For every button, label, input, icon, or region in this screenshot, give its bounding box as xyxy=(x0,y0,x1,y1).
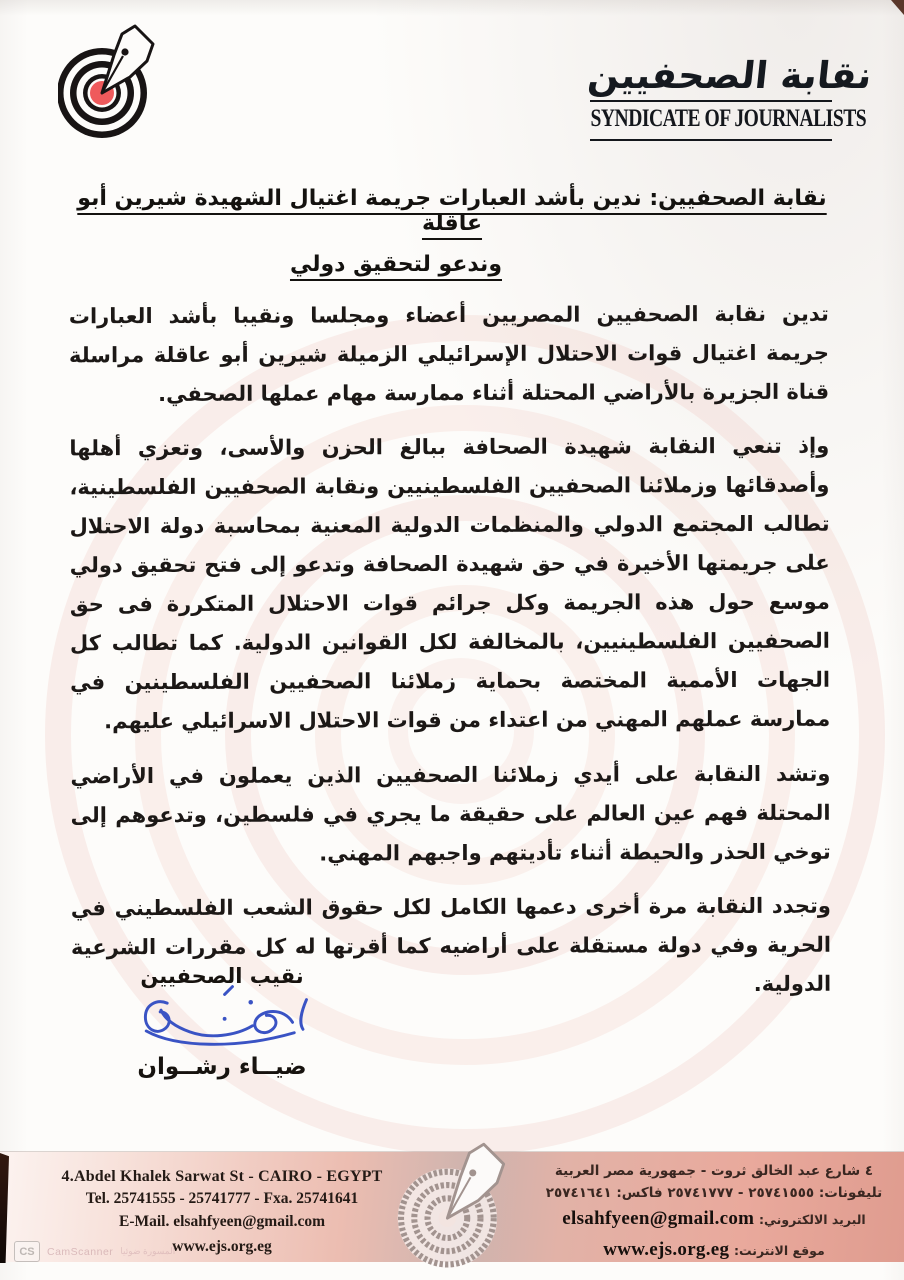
footer-website-en: www.ejs.org.eg xyxy=(172,1238,272,1256)
signatory-title: نقيب الصحفيين xyxy=(140,964,304,988)
footer-website-value: www.ejs.org.eg xyxy=(603,1238,730,1260)
paragraph-4: وتجدد النقابة مرة أخرى دعمها الكامل لكل حقوق الشعب الفلسطيني في الحرية وفي دولة مستقلة على أراضيه كما أقرتها له كل مقررات الشرعية الدولية. xyxy=(70,893,832,996)
footer-email-en: E-Mail. elsahfyeen@gmail.com xyxy=(119,1212,325,1230)
footer-phones-ar: تليفونات: ٢٥٧٤١٥٥٥ - ٢٥٧٤١٧٧٧ فاكس: ٢٥٧٤١٦٤١ xyxy=(545,1184,883,1201)
footer-website-ar xyxy=(536,1235,892,1265)
footer-email-value: elsahfyeen@gmail.com xyxy=(562,1208,755,1230)
camscanner-text-arabic: المسورة ضوئيا xyxy=(120,1246,176,1256)
statement-headline xyxy=(56,186,848,236)
signature-block xyxy=(102,964,342,1080)
letter-body xyxy=(69,295,831,1006)
footer-email-ar xyxy=(536,1204,892,1234)
footer-website-label-ar: موقع الانترنت: xyxy=(734,1242,825,1258)
paragraph-1: تدين نقابة الصحفيين المصريين أعضاء ومجلسا ونقيبا بأشد العبارات جريمة اغتيال قوات الاحتلال الإسرائيلي الزميلة شيرين أبو عاقلة مراسلة قناة الجزيرة بالأراضي المحتلة أثناء ممارسة مهام عملها الصحفي. xyxy=(68,301,830,407)
brand-english-name: SYNDICATE OF JOURNALISTS xyxy=(590,104,867,133)
syndicate-bullseye-pen-icon xyxy=(58,24,158,140)
footer-phones-en: Tel. 25741555 - 25741777 - Fxa. 25741641 xyxy=(85,1190,359,1208)
paragraph-2: وإذ تنعي النقابة شهيدة الصحافة ببالغ الحزن والأسى، وتعزي أهلها وأصدقائها وزملائنا الصحفيين الفلسطينيين ونقابة الصحفيين الفلسطينية، تطالب المجتمع الدولي والمنظمات الدولية المعنية بمحاسبة دولة الاحتلال على جريمتها الأخيرة في حق شهيدة الصحافة وتدعو إلى فتح تحقيق دولي موسع حول هذه الجريمة وكل جرائم قوات الاحتلال المتكررة فى حق الصحفيين الفلسطينيين، بالمخالفة لكل القوانين الدولية. كما تطالب كل الجهات الأممية المختصة بحماية زملائنا الصحفيين الفلسطينين في ممارسة عملهم المهني من اعتداء من قوات الاحتلال الاسرائيلي عليهم. xyxy=(69,433,831,734)
footer-address-en: 4.Abdel Khalek Sarwat St - CAIRO - EGYPT xyxy=(61,1168,383,1185)
brand-block xyxy=(585,54,874,145)
paragraph-3: وتشد النقابة على أيدي زملائنا الصحفيين الذين يعملون في الأراضي المحتلة فهم عين العالم على حقيقة ما يجري في فلسطين، وتدعوهم إلى توخي الحذر والحيطة أثناء تأديتهم واجبهم المهني. xyxy=(70,761,831,866)
camscanner-watermark xyxy=(14,1241,175,1262)
footer-address-ar: ٤ شارع عبد الخالق ثروت - جمهورية مصر العربية xyxy=(554,1163,874,1179)
footer-contact-arabic xyxy=(536,1161,892,1265)
signatory-name: ضيــاء رشــوان xyxy=(137,1054,307,1080)
statement-subheadline xyxy=(0,252,792,277)
footer-bullseye-pen-icon xyxy=(392,1142,516,1270)
camscanner-text: CamScanner xyxy=(47,1245,114,1258)
brand-arabic-calligraphy: نقابة الصحفيين xyxy=(585,54,874,97)
subheadline-text: وندعو لتحقيق دولي xyxy=(289,252,502,277)
scan-corner-artifact xyxy=(891,0,904,15)
camscanner-badge: CS xyxy=(14,1241,40,1262)
handwritten-signature xyxy=(113,984,331,1058)
footer-email-label-ar: البريد الالكتروني: xyxy=(759,1212,866,1228)
headline-text: نقابة الصحفيين: ندين بأشد العبارات جريمة اغتيال الشهيدة شيرين أبو عاقلة xyxy=(77,186,827,236)
